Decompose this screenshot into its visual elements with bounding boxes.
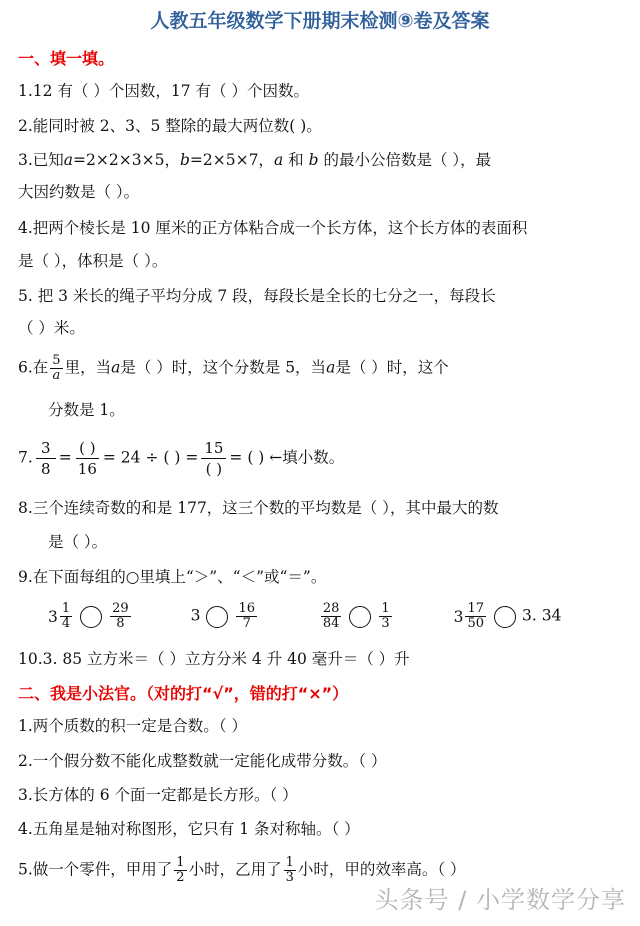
q9-b-left: 3	[190, 606, 201, 625]
q7-fraction-1: $\frac{3}{8}$	[36, 438, 56, 479]
q7-fraction-3: 15 ( )	[201, 438, 226, 479]
q3-text: =2×2×3×5，	[73, 151, 180, 169]
question-2: 2.能同时被 2、3、5 整除的最大两位数( )。	[18, 117, 322, 135]
q6-var: a	[111, 358, 121, 377]
q6-text: 是（ ）时，这个分数是 5，当	[120, 358, 327, 377]
question-6-line-1	[18, 354, 449, 383]
q6-var: a	[326, 358, 336, 377]
question-1: 1.12 有（ ）个因数，17 有（ ）个因数。	[18, 82, 309, 100]
q9-a-left: 3 $\frac{1}{4}$	[48, 601, 71, 631]
question-9: 9.在下面每组的○里填上“＞”、“＜”或“＝”。	[18, 568, 327, 586]
q6-text: 里，当	[64, 358, 112, 377]
question-8-line-2: 是（ ）。	[48, 533, 108, 551]
judge-5: 5.做一个零件，甲用了 $\frac{1}{2}$ 小时，乙用了 $\frac{1}{3}$ 小时，甲的效率高。（ ）	[18, 855, 466, 885]
q3-var-a: a	[273, 151, 284, 169]
question-4-line-1: 4.把两个棱长是 10 厘米的正方体粘合成一个长方体，这个长方体的表面积	[18, 219, 528, 237]
compare-circle	[349, 606, 371, 628]
q9-c-left: $\frac{28}{84}$	[322, 601, 340, 631]
judge-2: 2.一个假分数不能化成整数就一定能化成带分数。（ ）	[18, 752, 387, 770]
q3-text: =2×5×7，	[189, 151, 274, 169]
q6-text: 是（ ）时，这个	[335, 358, 449, 377]
q3-text: 的最小公倍数是（ ），最	[323, 151, 492, 169]
q3-text: 和	[288, 151, 304, 169]
page-title: 人教五年级数学下册期末检测⑨卷及答案	[150, 10, 490, 32]
question-6-line-2: 分数是 1。	[48, 401, 125, 419]
j5-fraction-2: $\frac{1}{3}$	[285, 855, 294, 885]
question-7: 7. $\frac{3}{8}$ = ( ) 16 = 24 ÷ ( ) = 15 ( ) = ( ) ←填小数。	[18, 439, 345, 478]
q9-b-right: $\frac{16}{7}$	[238, 601, 255, 631]
section-heading-fill-in: 一、填一填。	[18, 49, 115, 68]
question-5-line-1: 5. 把 3 米长的绳子平均分成 7 段，每段长是全长的七分之一，每段长	[18, 287, 496, 305]
q3-text: 3.已知	[18, 151, 64, 169]
compare-circle	[206, 606, 228, 628]
judge-1: 1.两个质数的积一定是合数。（ ）	[18, 717, 247, 735]
question-3-line-2: 大因约数是（ ）。	[18, 183, 140, 201]
question-8-line-1: 8.三个连续奇数的和是 177，这三个数的平均数是（ ），其中最大的数	[18, 499, 499, 517]
q9-c-right: $\frac{1}{3}$	[381, 601, 390, 631]
q7-fraction-2: ( ) 16	[77, 439, 97, 478]
question-9-items	[48, 602, 561, 631]
section-heading-judge: 二、我是小法官。（对的打“√”，错的打“×”）	[18, 684, 349, 703]
j5-fraction-1: $\frac{1}{2}$	[176, 855, 185, 885]
watermark: 头条号 / 小学数学分享	[374, 886, 626, 914]
q9-d-right: 3. 34	[522, 606, 562, 625]
q9-a-right: $\frac{29}{8}$	[112, 601, 129, 631]
question-10: 10.3. 85 立方米＝（ ）立方分米 4 升 40 毫升＝（ ）升	[18, 650, 410, 668]
q6-text: 6.在	[18, 358, 49, 377]
compare-circle	[80, 606, 102, 628]
q6-fraction: $\frac{5}{a}$	[52, 353, 61, 383]
question-4-line-2: 是（ ），体积是（ ）。	[18, 252, 168, 270]
judge-3: 3.长方体的 6 个面一定都是长方形。（ ）	[18, 786, 298, 804]
question-3-line-1	[18, 149, 491, 171]
judge-4: 4.五角星是轴对称图形，它只有 1 条对称轴。（ ）	[18, 820, 360, 838]
q9-d-left: 3 $\frac{17}{50}$	[453, 601, 484, 631]
q3-var-b: b	[308, 151, 319, 169]
question-5-line-2: （ ）米。	[18, 319, 85, 337]
q3-var-b: b	[179, 151, 190, 169]
compare-circle	[494, 606, 516, 628]
q3-var-a: a	[63, 151, 74, 169]
